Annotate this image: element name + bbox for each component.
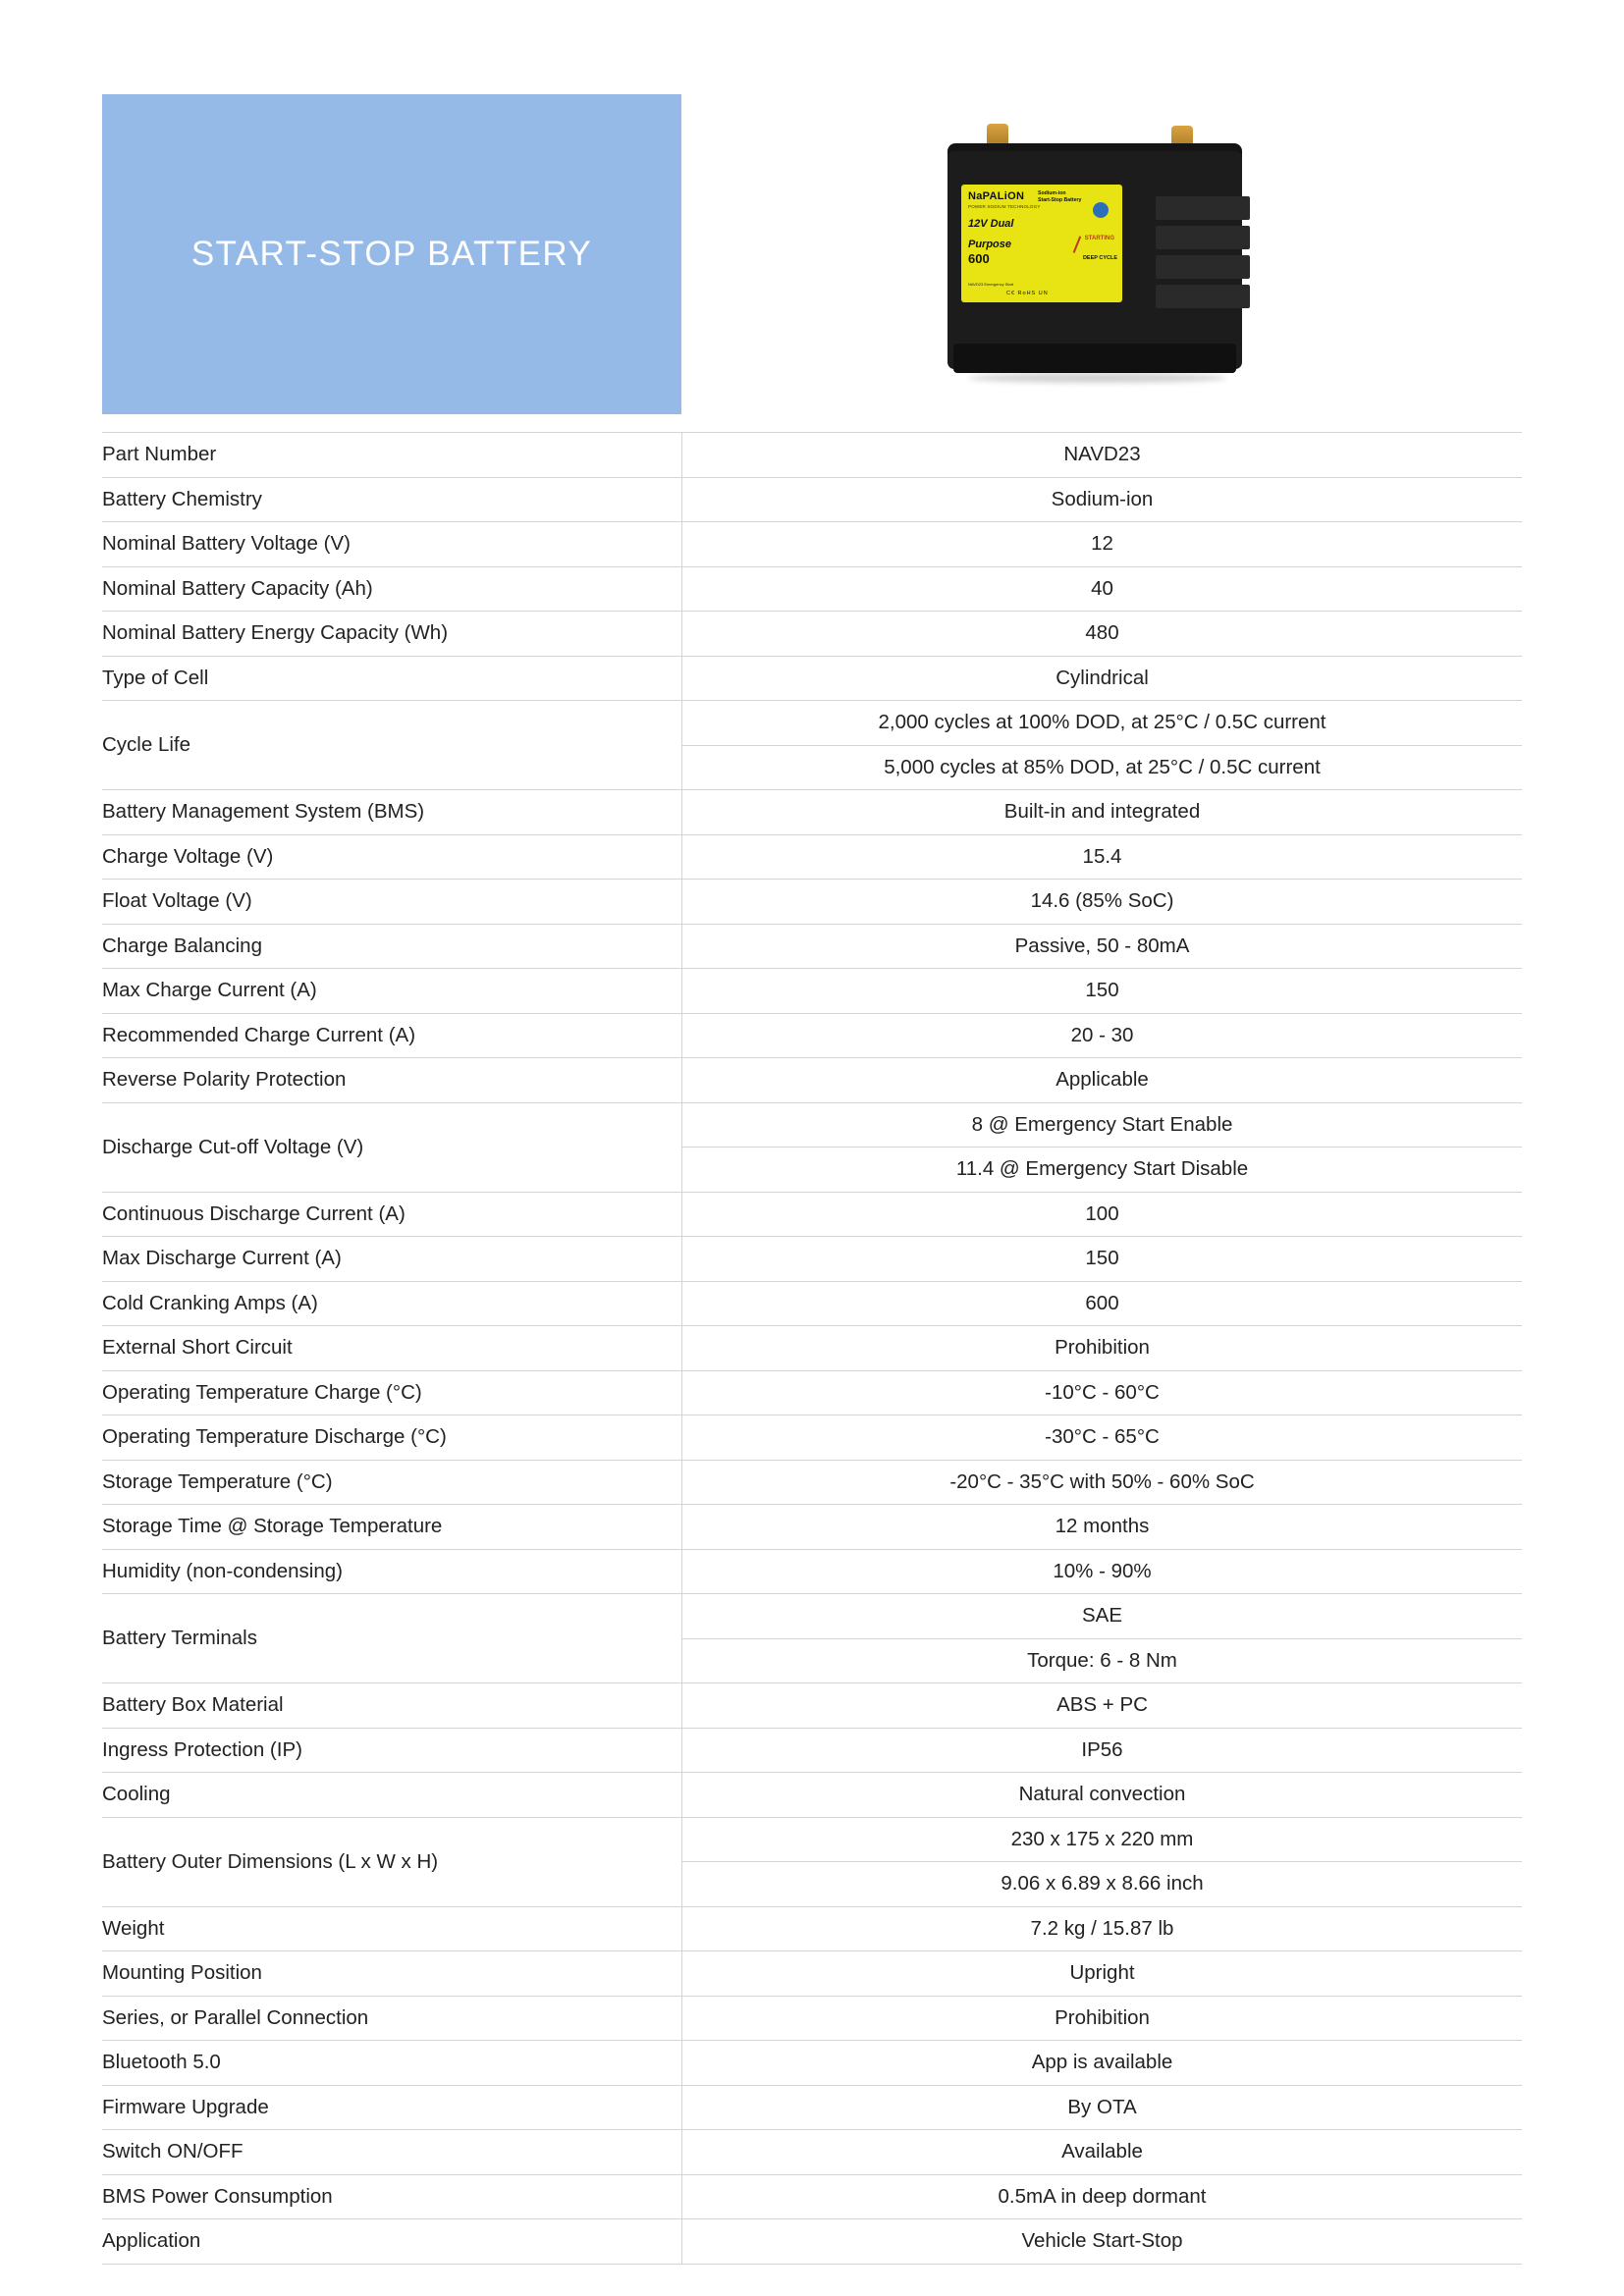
table-row bbox=[102, 924, 1522, 969]
table-row bbox=[102, 656, 1522, 701]
spec-value: 600 bbox=[682, 1281, 1523, 1326]
table-row bbox=[102, 477, 1522, 522]
spec-label: Operating Temperature Charge (°C) bbox=[102, 1370, 682, 1415]
battery-label bbox=[961, 185, 1122, 302]
spec-value: By OTA bbox=[682, 2085, 1523, 2130]
spec-label: Battery Box Material bbox=[102, 1683, 682, 1729]
spec-label: Operating Temperature Discharge (°C) bbox=[102, 1415, 682, 1461]
spec-value: Prohibition bbox=[682, 1326, 1523, 1371]
spec-value: Applicable bbox=[682, 1058, 1523, 1103]
table-row bbox=[102, 433, 1522, 478]
spec-label: Part Number bbox=[102, 433, 682, 478]
page-title: START-STOP BATTERY bbox=[190, 235, 593, 273]
spec-value: 230 x 175 x 220 mm bbox=[682, 1817, 1523, 1862]
spec-label: Nominal Battery Voltage (V) bbox=[102, 522, 682, 567]
spec-label: Battery Outer Dimensions (L x W x H) bbox=[102, 1817, 682, 1906]
spec-value: 150 bbox=[682, 1237, 1523, 1282]
spec-label: Humidity (non-condensing) bbox=[102, 1549, 682, 1594]
spec-label: Storage Temperature (°C) bbox=[102, 1460, 682, 1505]
table-row bbox=[102, 1817, 1522, 1862]
spec-value: 2,000 cycles at 100% DOD, at 25°C / 0.5C current bbox=[682, 701, 1523, 746]
table-row bbox=[102, 880, 1522, 925]
spec-value: ABS + PC bbox=[682, 1683, 1523, 1729]
spec-label: Switch ON/OFF bbox=[102, 2130, 682, 2175]
table-row bbox=[102, 1460, 1522, 1505]
table-row bbox=[102, 1951, 1522, 1997]
table-row bbox=[102, 1728, 1522, 1773]
spec-label: Mounting Position bbox=[102, 1951, 682, 1997]
battery-base bbox=[953, 344, 1236, 373]
spec-value: 14.6 (85% SoC) bbox=[682, 880, 1523, 925]
spec-label: Storage Time @ Storage Temperature bbox=[102, 1505, 682, 1550]
battery-chemistry-line2: Start-Stop Battery bbox=[1038, 196, 1082, 203]
table-row bbox=[102, 2174, 1522, 2219]
table-row bbox=[102, 1326, 1522, 1371]
battery-chemistry-label bbox=[1038, 190, 1116, 203]
header bbox=[102, 94, 1522, 414]
spec-label: Firmware Upgrade bbox=[102, 2085, 682, 2130]
battery-starting-label: STARTING bbox=[1084, 236, 1114, 241]
table-row bbox=[102, 612, 1522, 657]
battery-cca: 600 bbox=[968, 250, 990, 266]
table-row bbox=[102, 1906, 1522, 1951]
spec-value: 9.06 x 6.89 x 8.66 inch bbox=[682, 1862, 1523, 1907]
spec-label: Charge Voltage (V) bbox=[102, 834, 682, 880]
spec-label: Weight bbox=[102, 1906, 682, 1951]
table-row bbox=[102, 1192, 1522, 1237]
spec-label: Recommended Charge Current (A) bbox=[102, 1013, 682, 1058]
spec-label: Reverse Polarity Protection bbox=[102, 1058, 682, 1103]
spec-value: Prohibition bbox=[682, 1996, 1523, 2041]
spec-value: Vehicle Start-Stop bbox=[682, 2219, 1523, 2265]
spec-value: -20°C - 35°C with 50% - 60% SoC bbox=[682, 1460, 1523, 1505]
spec-label: Battery Terminals bbox=[102, 1594, 682, 1683]
battery-chemistry-line1: Sodium-ion bbox=[1038, 190, 1066, 196]
table-row bbox=[102, 522, 1522, 567]
spec-value: 0.5mA in deep dormant bbox=[682, 2174, 1523, 2219]
spec-value: 15.4 bbox=[682, 834, 1523, 880]
battery-deep-cycle-label: DEEP CYCLE bbox=[1082, 255, 1117, 261]
spec-value: SAE bbox=[682, 1594, 1523, 1639]
spec-value: IP56 bbox=[682, 1728, 1523, 1773]
spec-label: Ingress Protection (IP) bbox=[102, 1728, 682, 1773]
spec-label: Continuous Discharge Current (A) bbox=[102, 1192, 682, 1237]
spec-value: Passive, 50 - 80mA bbox=[682, 924, 1523, 969]
spec-label: Battery Chemistry bbox=[102, 477, 682, 522]
spec-value: -30°C - 65°C bbox=[682, 1415, 1523, 1461]
specification-table-body bbox=[102, 433, 1522, 2265]
table-row bbox=[102, 1549, 1522, 1594]
spec-label: Type of Cell bbox=[102, 656, 682, 701]
table-row bbox=[102, 1505, 1522, 1550]
spec-label: Max Discharge Current (A) bbox=[102, 1237, 682, 1282]
spec-value: Built-in and integrated bbox=[682, 790, 1523, 835]
spec-label: Battery Management System (BMS) bbox=[102, 790, 682, 835]
spec-value: 480 bbox=[682, 612, 1523, 657]
table-row bbox=[102, 1594, 1522, 1639]
spec-value: Torque: 6 - 8 Nm bbox=[682, 1638, 1523, 1683]
table-row bbox=[102, 2219, 1522, 2265]
battery-cert-marks: C€ RoHS UN bbox=[1006, 291, 1049, 297]
spec-label: Series, or Parallel Connection bbox=[102, 1996, 682, 2041]
spec-value: NAVD23 bbox=[682, 433, 1523, 478]
spec-value: App is available bbox=[682, 2041, 1523, 2086]
title-block bbox=[102, 94, 681, 414]
spec-label: Charge Balancing bbox=[102, 924, 682, 969]
spec-label: Nominal Battery Energy Capacity (Wh) bbox=[102, 612, 682, 657]
spec-value: 10% - 90% bbox=[682, 1549, 1523, 1594]
spec-value: 40 bbox=[682, 566, 1523, 612]
spec-label: Discharge Cut-off Voltage (V) bbox=[102, 1102, 682, 1192]
spec-value: 20 - 30 bbox=[682, 1013, 1523, 1058]
battery-brand: NaPALiON bbox=[968, 190, 1025, 202]
table-row bbox=[102, 1370, 1522, 1415]
table-row bbox=[102, 2041, 1522, 2086]
battery-model-line1: 12V Dual bbox=[968, 218, 1014, 231]
battery-brand-subtitle: POWER SODIUM TECHNOLOGY bbox=[968, 203, 1041, 209]
spec-label: Cold Cranking Amps (A) bbox=[102, 1281, 682, 1326]
certification-badge-icon bbox=[1093, 202, 1109, 218]
spec-value: Upright bbox=[682, 1951, 1523, 1997]
battery-product-photo bbox=[940, 112, 1264, 397]
spec-value: 12 bbox=[682, 522, 1523, 567]
table-row bbox=[102, 566, 1522, 612]
spec-label: Nominal Battery Capacity (Ah) bbox=[102, 566, 682, 612]
table-row bbox=[102, 969, 1522, 1014]
spec-label: Bluetooth 5.0 bbox=[102, 2041, 682, 2086]
spec-label: Max Charge Current (A) bbox=[102, 969, 682, 1014]
spec-label: Float Voltage (V) bbox=[102, 880, 682, 925]
table-row bbox=[102, 790, 1522, 835]
battery-footer-note: NAVD23 Emergency Start bbox=[968, 282, 1014, 287]
table-row bbox=[102, 1102, 1522, 1148]
spec-value: -10°C - 60°C bbox=[682, 1370, 1523, 1415]
spec-value: 150 bbox=[682, 969, 1523, 1014]
spec-value: 100 bbox=[682, 1192, 1523, 1237]
table-row bbox=[102, 1013, 1522, 1058]
table-row bbox=[102, 1058, 1522, 1103]
spec-label: BMS Power Consumption bbox=[102, 2174, 682, 2219]
table-row bbox=[102, 1683, 1522, 1729]
spec-value: 5,000 cycles at 85% DOD, at 25°C / 0.5C current bbox=[682, 745, 1523, 790]
table-row bbox=[102, 1237, 1522, 1282]
table-row bbox=[102, 2130, 1522, 2175]
spec-label: Application bbox=[102, 2219, 682, 2265]
table-row bbox=[102, 2085, 1522, 2130]
spec-label: External Short Circuit bbox=[102, 1326, 682, 1371]
spec-value: Sodium-ion bbox=[682, 477, 1523, 522]
spec-value: 12 months bbox=[682, 1505, 1523, 1550]
battery-model-line2: Purpose bbox=[968, 239, 1012, 251]
spec-label: Cycle Life bbox=[102, 701, 682, 790]
table-row bbox=[102, 1415, 1522, 1461]
spec-value: 11.4 @ Emergency Start Disable bbox=[682, 1148, 1523, 1193]
battery-side-ribs bbox=[1156, 196, 1250, 316]
table-row bbox=[102, 1996, 1522, 2041]
table-row bbox=[102, 701, 1522, 746]
table-row bbox=[102, 834, 1522, 880]
battery-shadow bbox=[969, 373, 1226, 383]
specification-table bbox=[102, 432, 1522, 2265]
spec-value: 8 @ Emergency Start Enable bbox=[682, 1102, 1523, 1148]
spec-value: Available bbox=[682, 2130, 1523, 2175]
spec-label: Cooling bbox=[102, 1773, 682, 1818]
table-row bbox=[102, 1773, 1522, 1818]
spec-value: Natural convection bbox=[682, 1773, 1523, 1818]
spec-value: 7.2 kg / 15.87 lb bbox=[682, 1906, 1523, 1951]
product-image bbox=[681, 94, 1522, 414]
table-row bbox=[102, 1281, 1522, 1326]
spec-value: Cylindrical bbox=[682, 656, 1523, 701]
